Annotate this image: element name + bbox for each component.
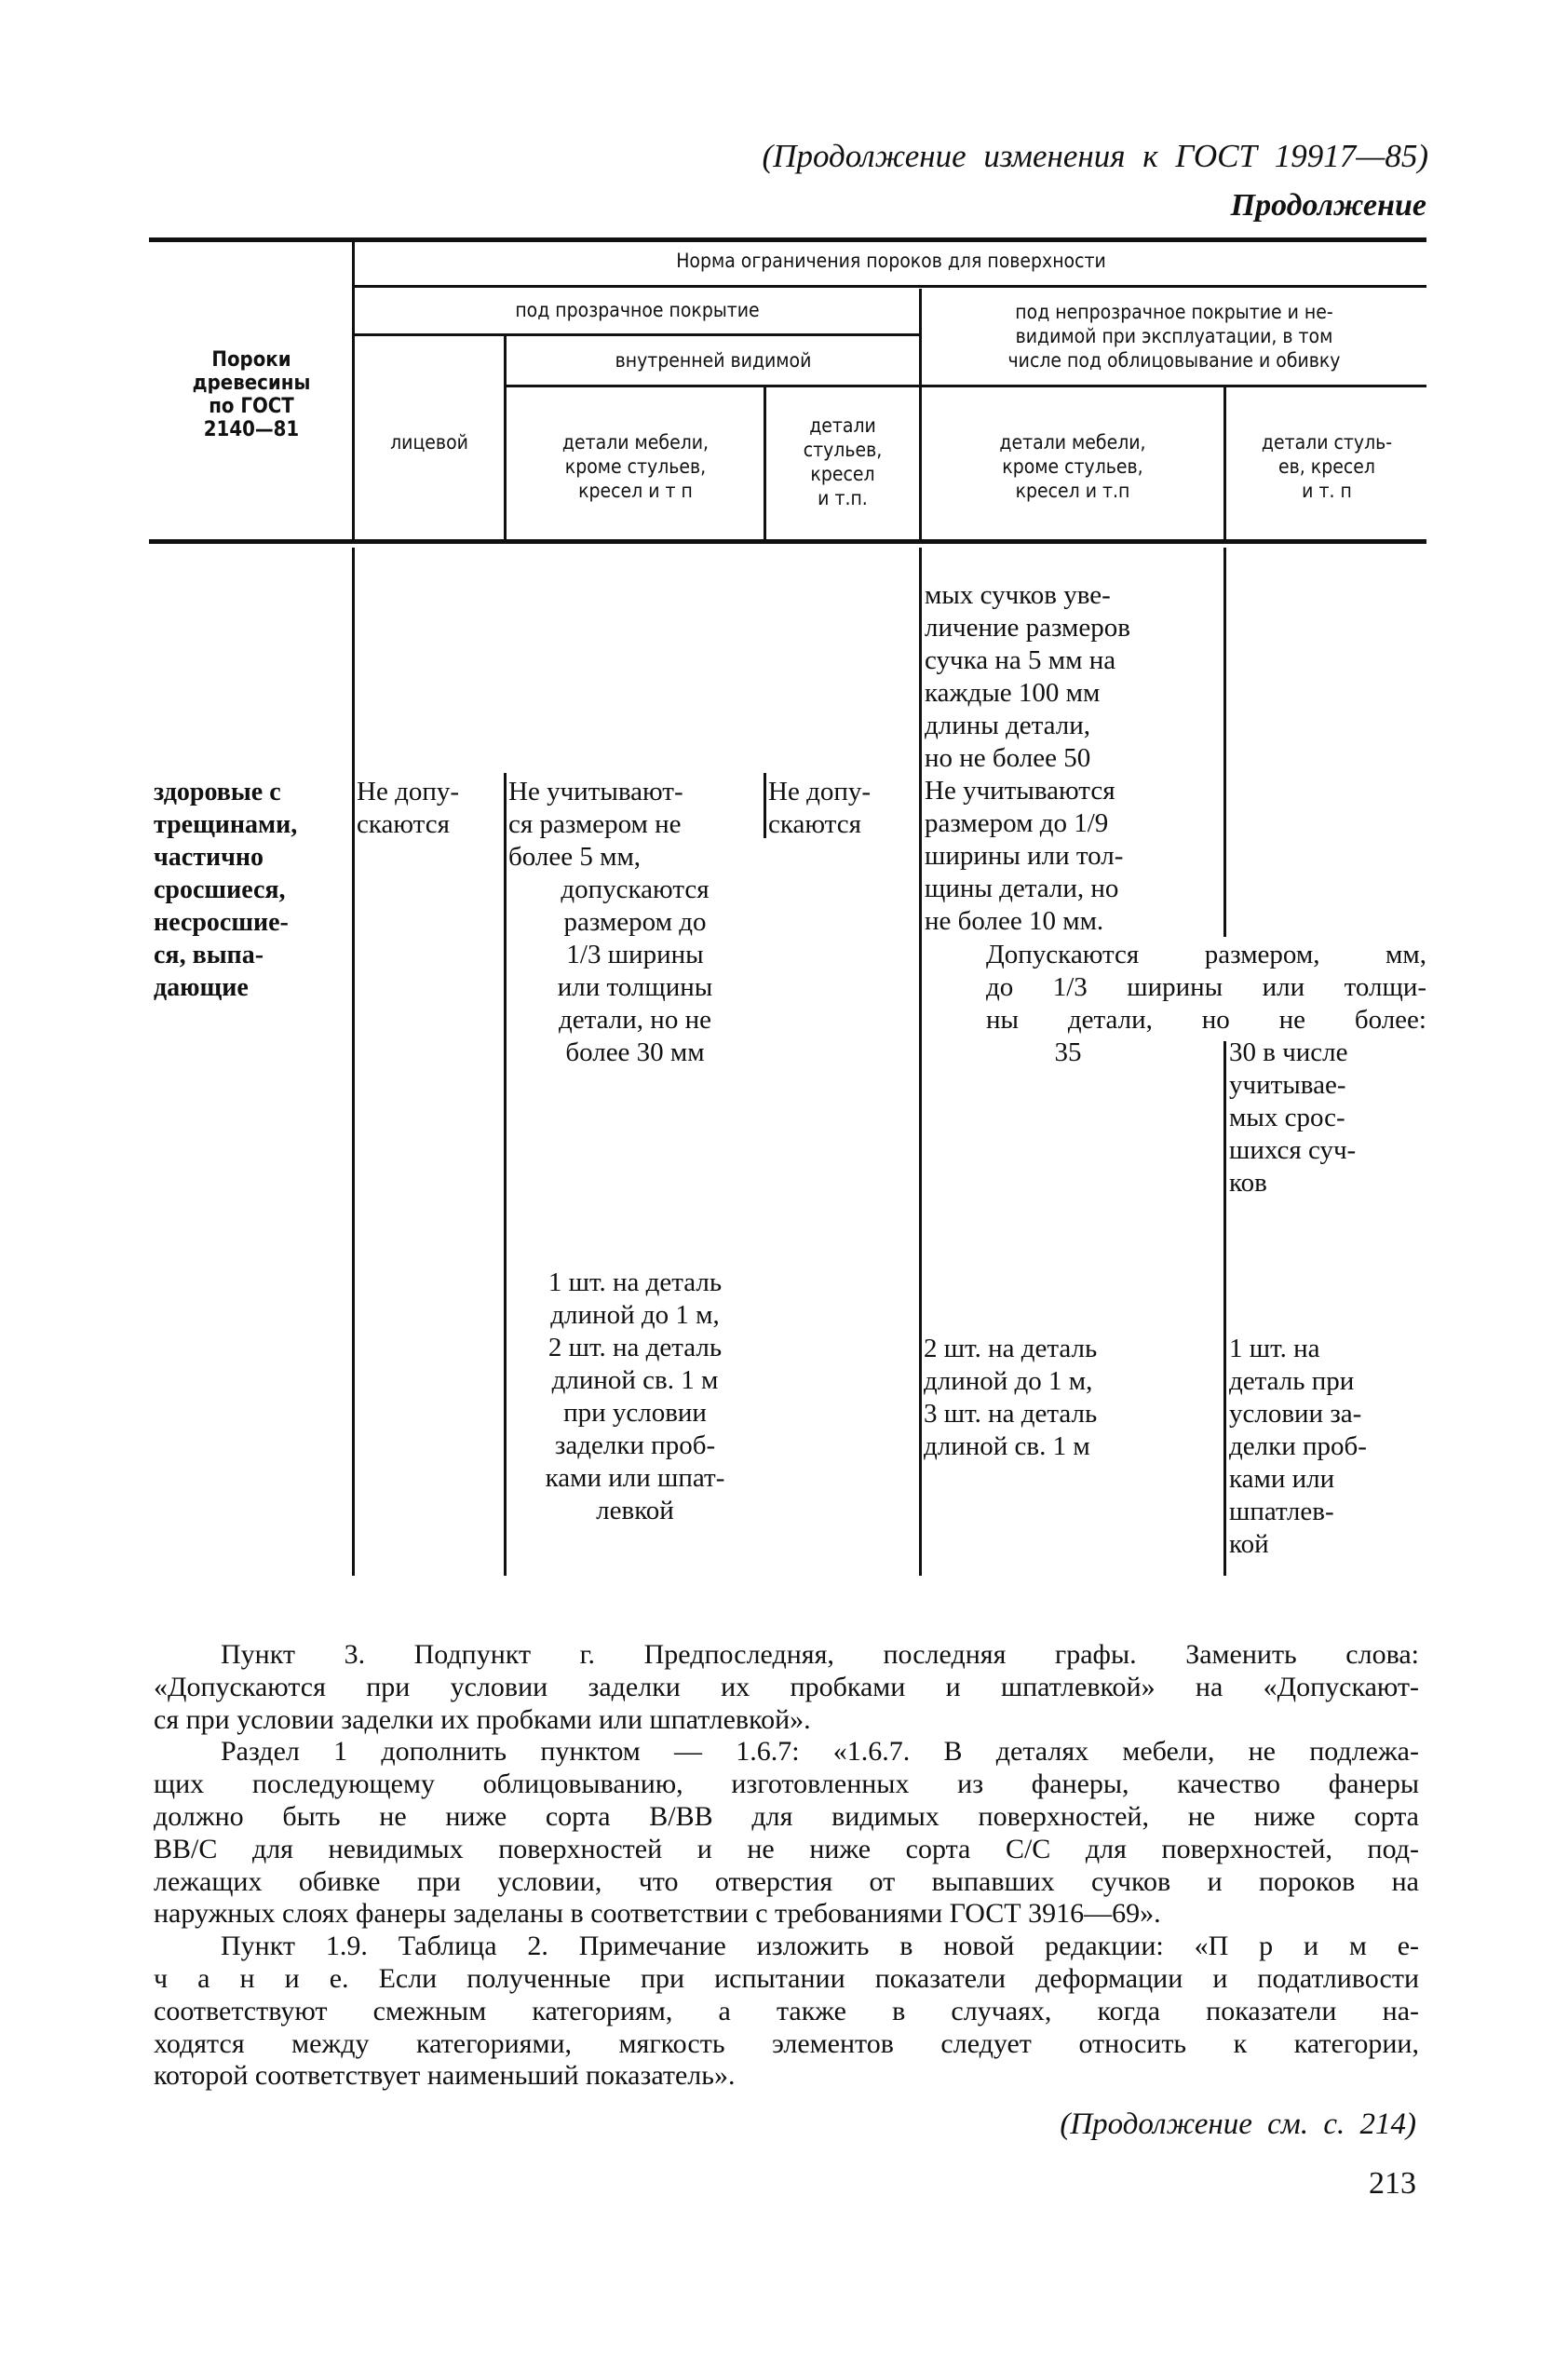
cell-opaque-furniture	[925, 579, 1130, 938]
text-line: детали мебели,	[561, 431, 710, 454]
amendment-text	[154, 1639, 1419, 2093]
header-chair-parts-1	[767, 413, 918, 510]
cell-opaque-chairs-count	[1229, 1333, 1367, 1561]
text-line: Пункт 1.9. Таблица 2. Примечание изложить в новой редакции: «П р и м е-	[221, 1931, 1419, 1962]
text-line: детали	[809, 414, 876, 437]
text-line: Пороки	[211, 348, 291, 372]
text-line: левкой	[596, 1496, 674, 1525]
text-line: более 30 мм	[565, 1037, 705, 1067]
text-line: шпатлев-	[1229, 1497, 1334, 1526]
cell-opaque-furniture-count	[924, 1333, 1097, 1463]
text-line: до 1/3 ширины или толщи-	[986, 972, 1426, 1002]
text-line: Не допу-	[768, 777, 871, 806]
text-line: ся, выпа-	[154, 941, 264, 969]
header-face	[356, 430, 503, 454]
text-line: 2 шт. на деталь	[924, 1334, 1098, 1363]
text-line: 1 шт. на	[1229, 1334, 1320, 1363]
text-line: 35	[1054, 1037, 1082, 1067]
text-line: кроме стульев,	[1002, 455, 1143, 478]
body-rule-2	[504, 773, 507, 1576]
text-line: длиной до 1 м,	[550, 1300, 720, 1330]
text-line: древесины	[192, 372, 311, 395]
cell-opaque-furniture-value	[1024, 1037, 1112, 1069]
body-rule-3	[764, 773, 766, 838]
text-line: длины детали,	[925, 711, 1091, 740]
text-line: 2140—81	[203, 418, 300, 441]
text-line: более 5 мм,	[508, 842, 642, 872]
text-line: частично	[154, 843, 264, 872]
text-line: ков	[1229, 1168, 1267, 1198]
col-rule-5	[1223, 387, 1226, 542]
cell-internal-furniture-count	[508, 1267, 762, 1527]
text-line: «Допускаются при условии заделки их пробками и шпатлевкой» на «Допускают-	[154, 1671, 1419, 1702]
text-line: внутренней видимой	[615, 349, 812, 372]
text-line: мых сучков уве-	[925, 580, 1111, 610]
text-line: делки проб-	[1229, 1431, 1367, 1461]
text-line: или толщины	[557, 972, 713, 1002]
text-line: по ГОСТ	[209, 395, 294, 418]
paragraph	[154, 1639, 1419, 1736]
text-line: мых срос-	[1229, 1103, 1345, 1132]
text-line: трещинами,	[154, 810, 298, 839]
text-line: ся размером не	[508, 809, 682, 839]
text-line: размером до 1/9	[925, 808, 1109, 838]
text-line: ся при условии заделки их пробками или шпатлевкой».	[154, 1703, 811, 1735]
text-line: 1/3 ширины	[566, 940, 704, 969]
text-line: размером до	[563, 907, 707, 937]
text-line: здоровые с	[154, 778, 281, 806]
text-line: каждые 100 мм	[925, 678, 1101, 708]
text-line: но не более 50	[925, 743, 1091, 773]
table-top-rule	[149, 237, 1426, 242]
text-line: кресел и т.п	[1015, 480, 1130, 502]
text-line: длиной до 1 м,	[924, 1366, 1093, 1396]
text-line: лежащих обивке при условии, что отверстия от выпавших сучков и пороков на	[154, 1865, 1419, 1897]
text-line: сросшиеся,	[154, 875, 286, 904]
text-line: ширины или тол-	[925, 841, 1124, 871]
continuation-label: Продолжение	[1230, 188, 1426, 223]
continuation-note: (Продолжение изменения к ГОСТ 19917—85)	[762, 138, 1428, 174]
text-line: Пункт 3. Подпункт г. Предпоследняя, последняя графы. Заменить слова:	[221, 1639, 1419, 1670]
text-line: детали, но не	[559, 1005, 711, 1035]
text-line: личение размеров	[925, 613, 1130, 643]
text-line: под непрозрачное покрытие и не-	[1015, 301, 1333, 323]
text-line: условии за-	[1229, 1399, 1362, 1429]
text-line: детали стуль-	[1261, 431, 1393, 454]
rule-under-norm	[353, 285, 1426, 288]
text-line: щих последующему облицовыванию, изготовленных из фанеры, качество фанеры	[154, 1768, 1419, 1800]
text-line: дающие	[154, 973, 249, 1002]
header-norm-title	[356, 249, 1426, 273]
text-line: Допускаются размером, мм,	[986, 940, 1426, 969]
text-line: Не допу-	[357, 777, 459, 806]
text-line: щины детали, но	[925, 874, 1119, 903]
text-line: заделки проб-	[554, 1430, 716, 1460]
header-transparent	[356, 298, 919, 322]
text-line: детали мебели,	[999, 431, 1146, 454]
paragraph	[154, 1931, 1419, 2093]
footer-continuation: (Продолжение см. с. 214)	[1060, 2107, 1416, 2141]
text-line: стульев,	[803, 439, 883, 461]
cell-defect-name	[154, 776, 297, 1004]
text-line: Не учитывают-	[508, 777, 683, 806]
text-line: скаются	[768, 809, 861, 839]
header-internal-visible	[507, 348, 919, 373]
rule-under-transparent	[353, 333, 920, 336]
text-line: видимой при эксплуатации, в том	[1015, 325, 1333, 347]
text-line: деталь при	[1229, 1366, 1355, 1396]
text-line: под прозрачное покрытие	[515, 299, 760, 321]
text-line: кой	[1229, 1529, 1269, 1559]
text-line: длиной св. 1 м	[924, 1431, 1090, 1461]
text-line: числе под облицовывание и обивку	[1007, 349, 1341, 372]
text-line: 30 в числе	[1229, 1037, 1348, 1067]
text-line: Не учитываются	[925, 776, 1115, 806]
cell-opaque-chairs-value	[1229, 1037, 1356, 1199]
rule-under-opaque	[920, 385, 1426, 387]
text-line: соответствуют смежным категориям, а также в случаях, когда показатели на-	[154, 1995, 1419, 2026]
text-line: при условии	[563, 1398, 707, 1428]
text-line: ками или шпат-	[545, 1463, 725, 1493]
header-defects	[158, 348, 345, 441]
text-line: не более 10 мм.	[925, 906, 1104, 936]
text-line: кресел и т п	[578, 480, 693, 502]
body-rule-5b	[1223, 1041, 1226, 1576]
col-rule-2	[504, 336, 507, 542]
cell-face	[357, 776, 459, 841]
header-furniture-parts-1	[507, 430, 764, 503]
header-opaque	[922, 300, 1426, 373]
paragraph	[154, 1736, 1419, 1931]
cell-internal-furniture	[508, 776, 762, 1069]
header-furniture-parts-2	[922, 430, 1223, 503]
cell-opaque-span	[986, 939, 1426, 1037]
text-line: допускаются	[561, 874, 710, 904]
text-line: и т. п	[1302, 480, 1352, 502]
text-line: кроме стульев,	[564, 455, 707, 478]
text-line: ками или	[1229, 1464, 1335, 1494]
body-rule-4	[919, 548, 922, 1576]
text-line: лицевой	[390, 431, 468, 454]
text-line: скаются	[357, 809, 450, 839]
cell-internal-chairs	[768, 776, 871, 841]
text-line: ВВ/С для невидимых поверхностей и не ниже сорта С/С для поверхностей, под-	[154, 1833, 1419, 1864]
col-rule-1	[352, 242, 355, 542]
page-number: 213	[1369, 2166, 1416, 2201]
header-bottom-rule	[149, 539, 1426, 544]
text-line: Норма ограничения пороков для поверхности	[676, 250, 1106, 272]
text-line: 1 шт. на деталь	[547, 1267, 723, 1297]
text-line: кресел	[810, 463, 875, 485]
text-line: несросшие-	[154, 908, 289, 937]
body-rule-5a	[1223, 548, 1226, 937]
text-line: и т.п.	[818, 487, 868, 509]
text-line: 3 шт. на деталь	[924, 1399, 1098, 1429]
text-line: наружных слоях фанеры заделаны в соответствии с требованиями ГОСТ 3916—69».	[154, 1898, 1161, 1930]
text-line: ходятся между категориями, мягкость элементов следует относить к категории,	[154, 2027, 1419, 2059]
rule-under-internal	[505, 385, 920, 387]
text-line: ны детали, но не более:	[986, 1005, 1426, 1035]
text-line: шихся суч-	[1229, 1135, 1357, 1165]
text-line: ч а н и е. Если полученные при испытании показатели деформации и податливости	[154, 1962, 1419, 1994]
text-line: сучка на 5 мм на	[925, 645, 1116, 675]
text-line: которой соответствует наименьший показатель».	[154, 2060, 736, 2092]
text-line: длиной св. 1 м	[551, 1365, 719, 1395]
text-line: 2 шт. на деталь	[547, 1333, 723, 1362]
body-rule-1	[352, 548, 355, 1576]
text-line: Раздел 1 дополнить пунктом — 1.6.7: «1.6.7. В деталях мебели, не подлежа-	[221, 1736, 1419, 1768]
col-rule-3	[764, 387, 766, 542]
header-chair-parts-2	[1227, 430, 1426, 503]
text-line: должно быть не ниже сорта В/ВВ для видимых поверхностей, не ниже сорта	[154, 1800, 1419, 1832]
text-line: учитывае-	[1229, 1070, 1346, 1100]
text-line: ев, кресел	[1278, 455, 1375, 478]
